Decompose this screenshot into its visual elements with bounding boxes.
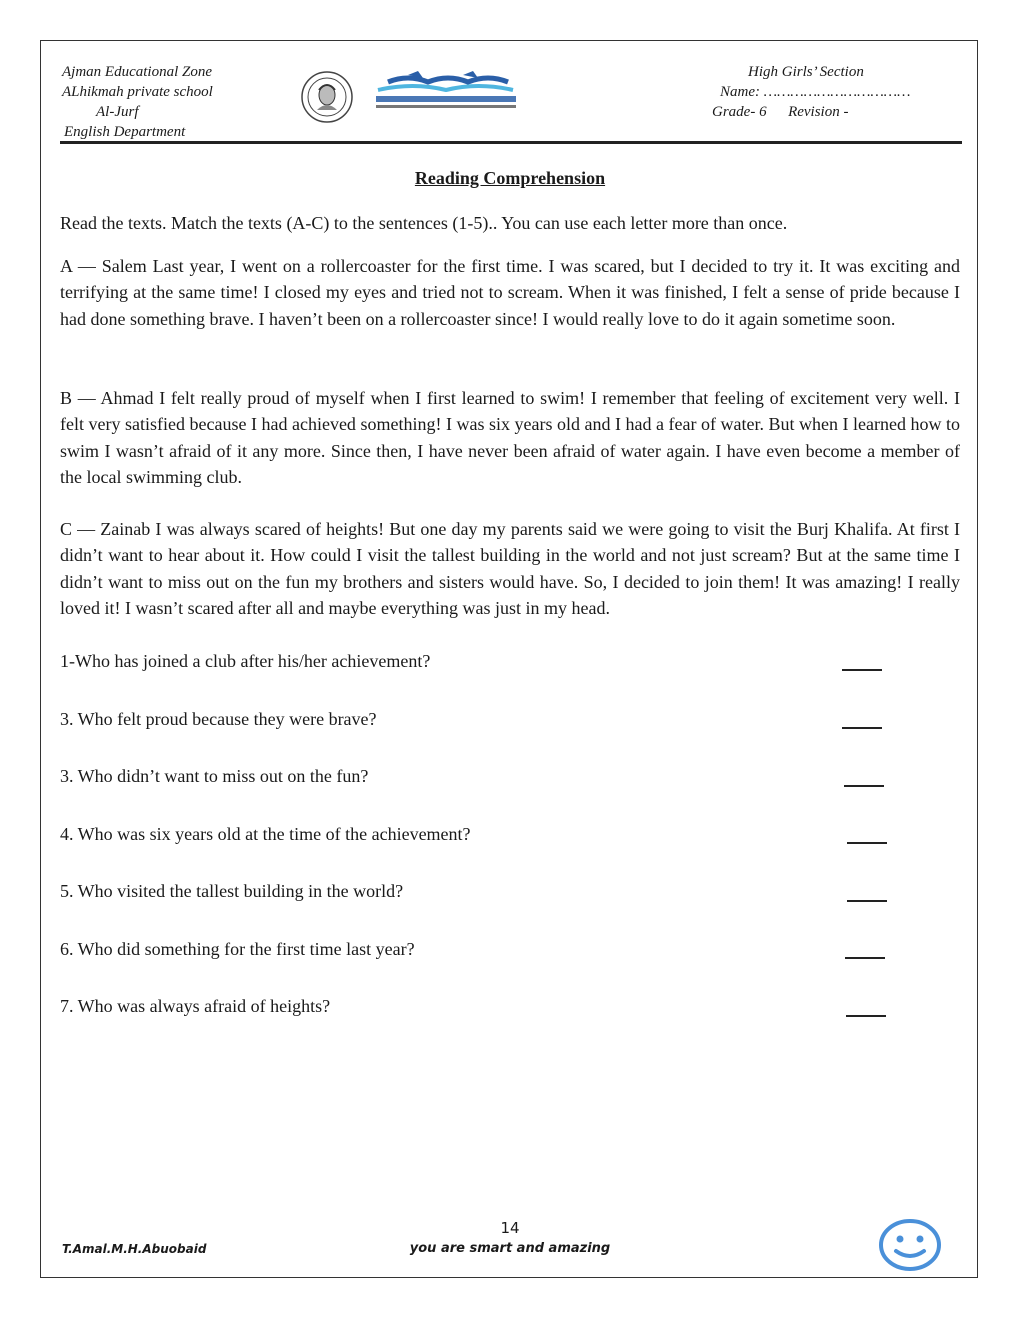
question-6: 6. Who did something for the first time last year? bbox=[60, 939, 415, 959]
answer-blank-3[interactable] bbox=[844, 785, 884, 787]
answer-blank-1[interactable] bbox=[842, 669, 882, 671]
question-3: 3. Who didn’t want to miss out on the fun? bbox=[60, 766, 369, 786]
question-4: 4. Who was six years old at the time of the achievement? bbox=[60, 824, 471, 844]
text-b: B — Ahmad I felt really proud of myself when I first learned to swim! I remember that feeling of excitement very well. I felt very satisfied because I had achieved something! I was six years old and I had a fear of water. But when I learned how to swim I wasn’t afraid of it any more. Since then, I have never been afraid of water again. I have even become a member of the local swimming club. bbox=[60, 388, 960, 487]
name-field[interactable]: Name: …………………………… bbox=[720, 84, 911, 100]
header-student-info bbox=[700, 62, 960, 122]
motto: you are smart and amazing bbox=[409, 1241, 611, 1256]
seal-logo bbox=[300, 70, 354, 124]
answer-blank-5[interactable] bbox=[847, 900, 887, 902]
instructions: Read the texts. Match the texts (A-C) to the sentences (1-5).. You can use each letter more than once. bbox=[60, 213, 788, 233]
zone-name: Ajman Educational Zone bbox=[62, 64, 212, 80]
question-2: 3. Who felt proud because they were brave? bbox=[60, 709, 377, 729]
text-a: A — Salem Last year, I went on a rollercoaster for the first time. I was scared, but I decided to try it. It was exciting and terrifying at the same time! I closed my eyes and tried not to scream. When it was finished, I felt a sense of pride because I had done something brave. I haven’t been on a rollercoaster since! I would really love to do it again sometime soon. bbox=[60, 256, 960, 329]
teacher-name: T.Amal.M.H.Abuobaid bbox=[62, 1242, 207, 1256]
header-school-info bbox=[62, 62, 213, 142]
page-title: Reading Comprehension bbox=[414, 168, 606, 188]
department-name: English Department bbox=[64, 124, 186, 140]
question-1: 1-Who has joined a club after his/her achievement? bbox=[60, 651, 431, 671]
section-label: High Girls’ Section bbox=[748, 64, 864, 80]
answer-blank-4[interactable] bbox=[847, 842, 887, 844]
answer-blank-7[interactable] bbox=[846, 1015, 886, 1017]
answer-blank-2[interactable] bbox=[842, 727, 882, 729]
grade-revision bbox=[700, 102, 960, 122]
text-c: C — Zainab I was always scared of heights! But one day my parents said we were going to visit the Burj Khalifa. At first I didn’t want to hear about it. How could I visit the tallest building in the world and not just scream? But at the same time I didn’t want to miss out on the fun my brothers and sisters would have. So, I decided to join them! It was amazing! I really loved it! I wasn’t scared after all and maybe everything was just in my head. bbox=[60, 519, 960, 618]
page-number: 14 bbox=[500, 1219, 520, 1237]
question-5: 5. Who visited the tallest building in the world? bbox=[60, 881, 404, 901]
school-logo bbox=[368, 70, 523, 114]
answer-blank-6[interactable] bbox=[845, 957, 885, 959]
header-divider bbox=[60, 141, 962, 144]
revision-label: Revision - bbox=[788, 104, 849, 120]
smiley-icon bbox=[879, 1219, 941, 1271]
question-7: 7. Who was always afraid of heights? bbox=[60, 996, 331, 1016]
school-location: Al-Jurf bbox=[96, 104, 139, 120]
school-name: ALhikmah private school bbox=[62, 84, 213, 100]
grade-label: Grade- 6 bbox=[712, 104, 767, 120]
